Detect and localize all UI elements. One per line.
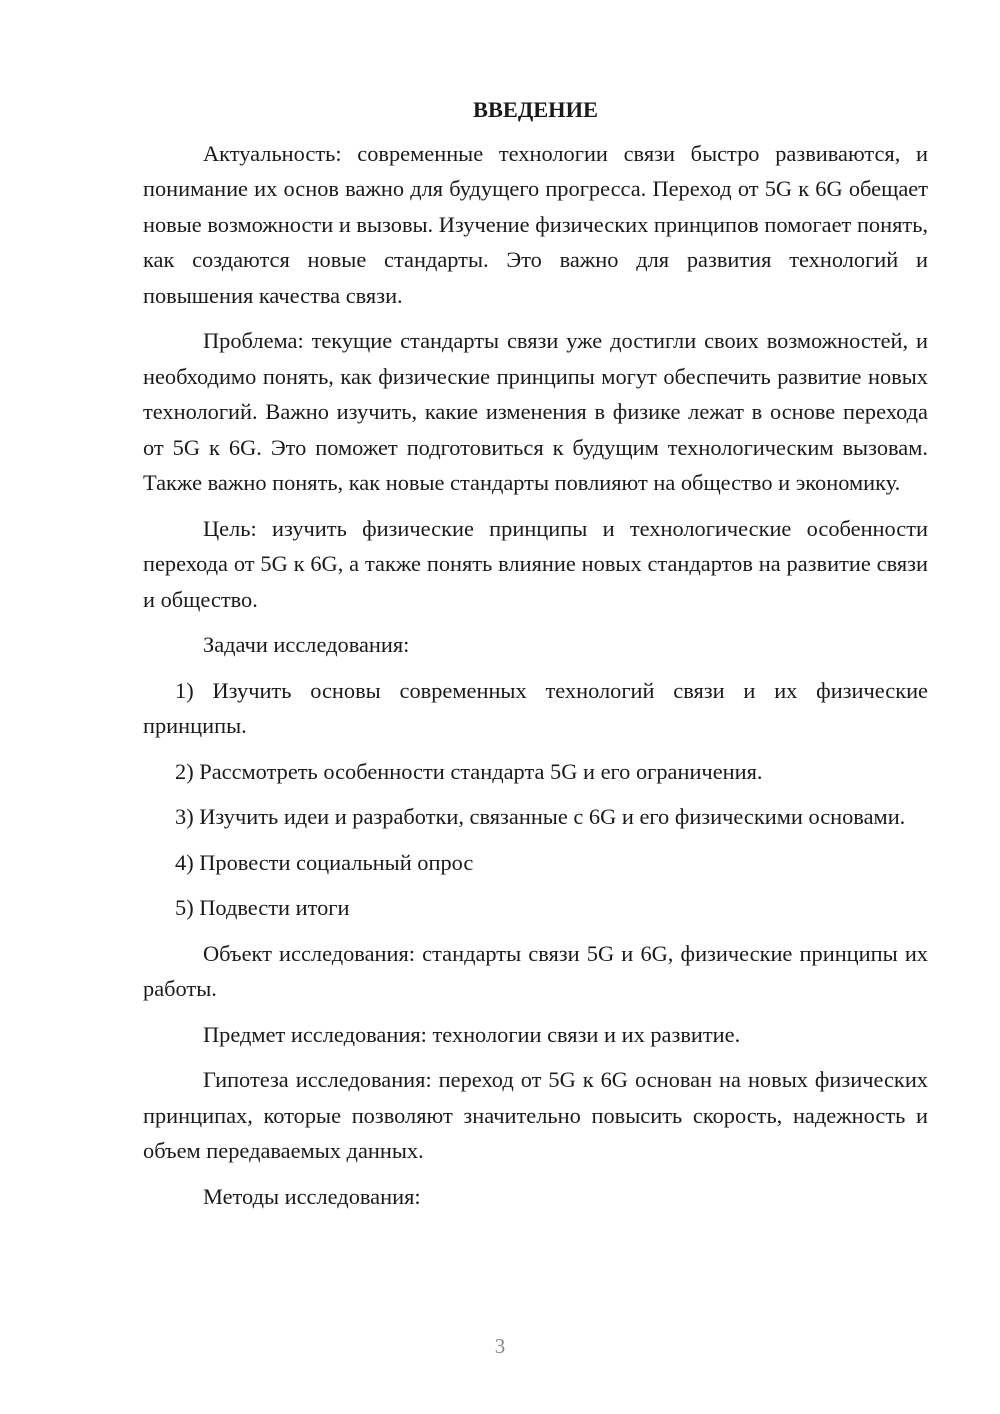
paragraph-subject: Предмет исследования: технологии связи и их развитие.: [203, 1021, 741, 1047]
tasks-list: [143, 673, 928, 926]
paragraph-hypothesis: Гипотеза исследования: переход от 5G к 6G основан на новых физических принципах, которые позволяют значительно повысить скорость, надежность и объем передаваемых данных.: [143, 1067, 928, 1163]
paragraph-relevance: Актуальность: современные технологии связи быстро развиваются, и понимание их основ важно для будущего прогресса. Переход от 5G к 6G обещает новые возможности и вызовы. Изучение физических принципов помогает понять, как создаются новые стандарты. Это важно для развития технологий и повышения качества связи.: [143, 140, 928, 308]
list-item: 1) Изучить основы современных технологий связи и их физические принципы.: [143, 677, 928, 738]
list-item: 4) Провести социальный опрос: [175, 849, 474, 875]
list-item: 5) Подвести итоги: [175, 895, 350, 920]
document-page: [143, 92, 928, 1224]
paragraph-object: Объект исследования: стандарты связи 5G и 6G, физические принципы их работы.: [143, 940, 928, 1001]
paragraph-goal: Цель: изучить физические принципы и технологические особенности перехода от 5G к 6G, а также понять влияние новых стандартов на развитие связи и общество.: [143, 515, 928, 612]
paragraph-problem: Проблема: текущие стандарты связи уже достигли своих возможностей, и необходимо понять, как физические принципы могут обеспечить развитие новых технологий. Важно изучить, какие изменения в физике лежат в основе перехода от 5G к 6G. Это поможет подготовиться к будущим технологическим вызовам. Также важно понять, как новые стандарты повлияют на общество и экономику.: [143, 328, 928, 495]
page-title: ВВЕДЕНИЕ: [473, 97, 598, 122]
page-number: 3: [494, 1334, 506, 1358]
methods-heading: Методы исследования:: [203, 1183, 421, 1209]
list-item: 3) Изучить идеи и разработки, связанные с 6G и его физическими основами.: [175, 804, 906, 829]
tasks-heading: Задачи исследования:: [203, 632, 410, 657]
list-item: 2) Рассмотреть особенности стандарта 5G и его ограничения.: [175, 758, 763, 784]
